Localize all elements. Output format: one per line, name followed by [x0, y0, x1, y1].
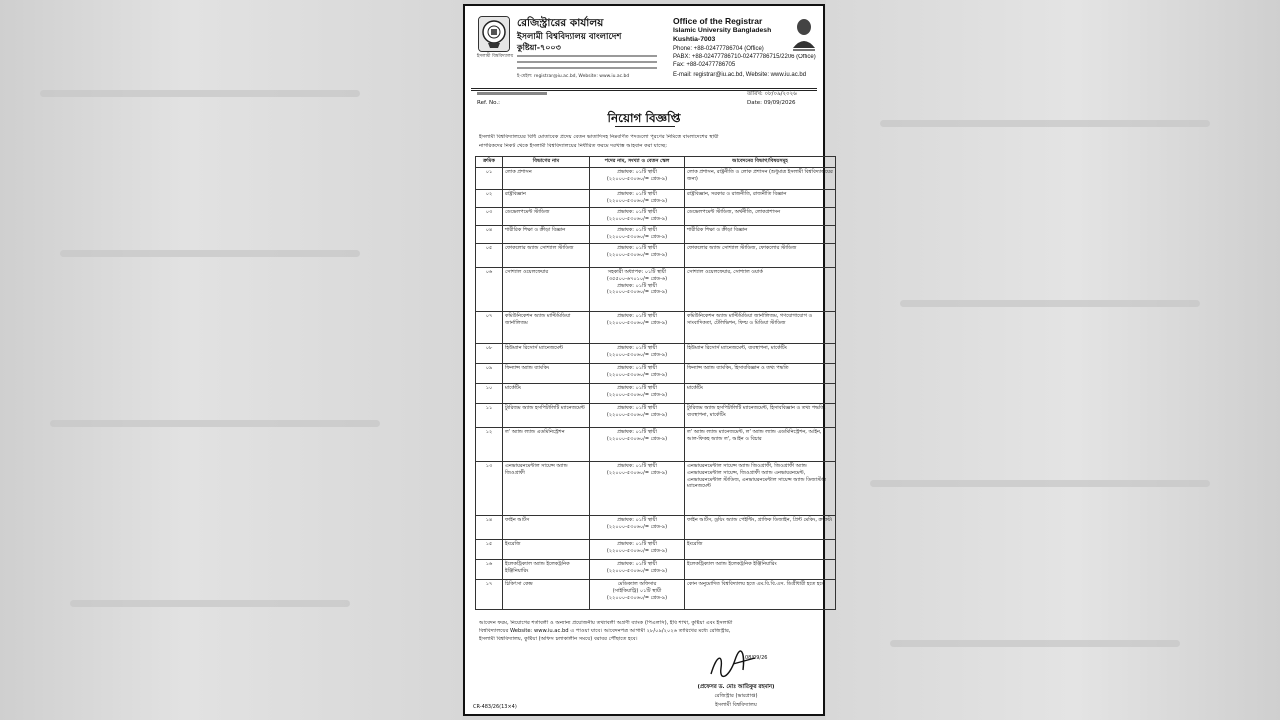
table-header-row: [476, 157, 836, 168]
row-post-cell: [590, 462, 685, 516]
row-post-line: (২২০০০-৫৩০৬০/= গ্রেড-৯): [606, 523, 668, 530]
phone-line: Phone: +88-02477786704 (Office): [673, 46, 764, 52]
row-post-line: প্রভাষক: ০১টি স্থায়ী: [617, 541, 657, 547]
ref-label: Ref. No.:: [477, 100, 500, 106]
row-qualification: সোশ্যাল ওয়েলফেয়ার, সোশ্যাল ওয়ার্ক: [685, 268, 836, 312]
row-post-line: (২২০০০-৫৩০৬০/= গ্রেড-৯): [606, 567, 668, 574]
table-row: [476, 244, 836, 268]
intro-line-1: ইসলামী বিশ্ববিদ্যালয়ের বিধি মোতাবেক প্রদেয় বেতন ভাতাদিসহ নিম্নবর্ণিত পদগুলো পূরণের নিমিত্তে বাংলাদেশের স্থায়ী: [479, 134, 719, 140]
row-serial: ০১: [476, 168, 503, 190]
date-label: Date: 09/09/2026: [747, 100, 796, 106]
row-post-cell: [590, 344, 685, 364]
email-website-bn: ই-মেইল: registrar@iu.ac.bd, Website: www.iu.ac.bd: [517, 74, 630, 79]
row-post-cell: [590, 244, 685, 268]
row-department: রাষ্ট্রবিজ্ঞান: [503, 190, 590, 208]
row-post-line: (৩৫৫০০-৬৭০১০/= গ্রেড-৬): [606, 275, 668, 282]
table-row: [476, 404, 836, 428]
table-row: [476, 516, 836, 540]
column-header-serial: ক্রমিক: [476, 157, 503, 168]
row-post-line: (২২০০০-৫৩০৬০/= গ্রেড-৯): [606, 594, 668, 601]
row-department: ফোকলোর অ্যান্ড সোশ্যাল স্টাডিজ: [503, 244, 590, 268]
row-qualification: লোক প্রশাসন, রাষ্ট্রনীতি ও লোক প্রশাসন (শুধুমাত্র ইসলামী বিশ্ববিদ্যালয়ের জন্য): [685, 168, 836, 190]
signer-role: রেজিস্ট্রার (ভারপ্রাপ্ত): [714, 693, 758, 699]
row-post-line: প্রভাষক: ০১টি স্থায়ী: [617, 191, 657, 197]
row-post-cell: [590, 312, 685, 344]
row-qualification: ফাইন আর্টস, ড্রয়িং অ্যান্ড পেইন্টিং, গ্রাফিক ডিজাইন, প্রিন্ট মেকিং, ক্রাফট।: [685, 516, 836, 540]
footer-line-2: বিশ্ববিদ্যালয়ের Website: www.iu.ac.bd এ পাওয়া যাবে। আবেদনপত্র আগামী ২৮/০৯/২০২৬ তারিখের মধ্যে রেজিস্ট্রার,: [479, 628, 731, 634]
row-serial: ১২: [476, 428, 503, 462]
city-en: Kushtia-7003: [673, 36, 716, 43]
row-post-cell: [590, 190, 685, 208]
background-right-blur: [826, 0, 1280, 720]
row-post-line: প্রভাষক: ০১টি স্থায়ী: [617, 227, 657, 233]
notice-title: নিয়োগ বিজ্ঞপ্তি: [607, 111, 681, 125]
row-qualification: ফোকলোর অ্যান্ড সোশ্যাল স্টাডিজ, ফোকলোর স্টাডিজ: [685, 244, 836, 268]
background-left-blur: [0, 0, 462, 720]
row-qualification: ডেভেলপমেন্ট স্টাডিজ, অর্থনীতি, লোকপ্রশাসন: [685, 208, 836, 226]
email-line: E-mail: registrar@iu.ac.bd, Website: www.iu.ac.bd: [673, 72, 807, 78]
table-row: [476, 540, 836, 560]
row-post-line: প্রভাষক: ০১টি স্থায়ী: [617, 313, 657, 319]
row-serial: ১০: [476, 384, 503, 404]
row-post-line: (২২০০০-৫৩০৬০/= গ্রেড-৯): [606, 351, 668, 358]
row-post-line: প্রভাষক: ০১টি স্থায়ী: [617, 517, 657, 523]
table-row: [476, 312, 836, 344]
row-department: ডেভেলপমেন্ট স্টাডিজ: [503, 208, 590, 226]
row-post-line: (২২০০০-৫৩০৬০/= গ্রেড-৯): [606, 251, 668, 258]
row-post-line: (২২০০০-৫৩০৬০/= গ্রেড-৯): [606, 215, 668, 222]
row-qualification: ফিন্যান্স অ্যান্ড ব্যাংকিং, হিসাববিজ্ঞান ও তথ্য পদ্ধতি: [685, 364, 836, 384]
row-department: শারীরিক শিক্ষা ও ক্রীড়া বিজ্ঞান: [503, 226, 590, 244]
row-post-cell: [590, 364, 685, 384]
row-serial: ১৪: [476, 516, 503, 540]
date-value: 09/09/2026: [763, 100, 796, 106]
row-qualification: ইংরেজি: [685, 540, 836, 560]
row-post-line: প্রভাষক: ০১টি স্থায়ী: [617, 561, 657, 567]
table-row: [476, 560, 836, 580]
footer-line-1: আবেদন ফরম, নিয়োগের শর্তাবলী ও অন্যান্য প্রয়োজনীয় তথ্যাবলী অগ্রণী ব্যাংক (পিএলসি), ইবি শাখা, কুষ্টিয়া এবং ইসলামী: [479, 620, 733, 626]
row-post-line: (২২০০০-৫৩০৬০/= গ্রেড-৯): [606, 233, 668, 240]
row-department: মার্কেটিং: [503, 384, 590, 404]
row-post-cell: [590, 226, 685, 244]
row-qualification: ইলেকট্রিক্যাল অ্যান্ড ইলেকট্রনিক ইঞ্জিনিয়ারিং: [685, 560, 836, 580]
row-post-line: (সাইকিয়াট্রি) ০১টি স্থায়ী: [612, 587, 662, 594]
row-post-line: (২২০০০-৫৩০৬০/= গ্রেড-৯): [606, 175, 668, 182]
logo-caption: ইসলামী বিশ্ববিদ্যালয়: [476, 54, 514, 59]
table-row: [476, 384, 836, 404]
column-header-qualification: আবেদনের বিভাগ/বিষয়সমূহ: [685, 157, 836, 168]
blur-decoration: [880, 120, 1210, 127]
table-row: [476, 268, 836, 312]
signature-image: [705, 650, 771, 682]
row-post-cell: [590, 404, 685, 428]
contact-line-blur: [517, 55, 657, 57]
office-title-bn: রেজিস্ট্রারের কার্যালয়: [517, 17, 604, 29]
signer-organization: ইসলামী বিশ্ববিদ্যালয়: [715, 702, 757, 708]
row-qualification: ট্যুরিজম অ্যান্ড হসপিটালিটি ম্যানেজমেন্ট, হিসাববিজ্ঞান ও তথ্য পদ্ধতি, ব্যবস্থাপনা, মার্কেটিং: [685, 404, 836, 428]
blur-decoration: [40, 90, 360, 97]
row-post-cell: [590, 208, 685, 226]
row-post-line: প্রভাষক: ০১টি স্থায়ী: [617, 345, 657, 351]
row-post-cell: [590, 428, 685, 462]
row-department: ফাইন আর্টস: [503, 516, 590, 540]
row-post-line: সহকারী অধ্যাপক: ০১টি স্থায়ী: [607, 269, 667, 275]
row-department: ইলেকট্রিক্যাল অ্যান্ড ইলেকট্রনিক ইঞ্জিনিয়ারিং: [503, 560, 590, 580]
row-post-line: প্রভাষক: ০১টি স্থায়ী: [617, 429, 657, 435]
row-qualification: কোন অনুমোদিত বিশ্ববিদ্যালয় হতে এম.বি.বি.এস. ডিগ্রীধারী হতে হবে: [685, 580, 836, 610]
row-post-line: প্রভাষক: ০১টি স্থায়ী: [617, 209, 657, 215]
date-bn: তারিখ: ০৮/০৯/২০২৬: [747, 91, 797, 97]
table-row: [476, 428, 836, 462]
row-qualification: কমিউনিকেশন অ্যান্ড মাল্টিমিডিয়া জার্নালিজম, গণযোগাযোগ ও সাংবাদিকতা, টেলিভিশন, ফিল্ম ও মিডিয়া স্টাডিজ: [685, 312, 836, 344]
table-row: [476, 208, 836, 226]
row-department: ফিন্যান্স অ্যান্ড ব্যাংকিং: [503, 364, 590, 384]
city-bn: কুষ্টিয়া-৭০০৩: [517, 43, 561, 52]
row-post-cell: [590, 268, 685, 312]
row-post-line: প্রভাষক: ০১টি স্থায়ী: [617, 463, 657, 469]
row-post-line: (২২০০০-৫৩০৬০/= গ্রেড-৯): [606, 391, 668, 398]
contact-line-blur: [517, 61, 657, 63]
pabx-line: PABX: +88-02477786710-02477786715/2206 (Office): [673, 54, 816, 60]
row-serial: ১৬: [476, 560, 503, 580]
blur-decoration: [890, 640, 1180, 647]
row-post-cell: [590, 540, 685, 560]
column-header-department: বিভাগের নাম: [503, 157, 590, 168]
blur-decoration: [870, 480, 1210, 487]
intro-line-2: নাগরিকদের নিকট থেকে ইসলামী বিশ্ববিদ্যালয়ের নির্ধারিত ফরমে দরখাস্ত আহবান করা যাচ্ছে:: [479, 143, 668, 149]
table-row: [476, 462, 836, 516]
portrait-image: [787, 14, 821, 54]
row-post-cell: [590, 580, 685, 610]
row-post-line: প্রভাষক: ০১টি স্থায়ী: [617, 385, 657, 391]
signer-name: (প্রফেসর ড. মোঃ আতিকুর রহমান): [697, 684, 775, 690]
fax-line: Fax: +88-02477786705: [673, 62, 736, 68]
row-department: এনভায়রনমেন্টাল সায়েন্স অ্যান্ড জিওগ্রাফী: [503, 462, 590, 516]
contact-line-blur: [517, 67, 657, 69]
letterhead: [471, 12, 817, 84]
row-post-line: মেডিক্যাল অফিসার: [617, 581, 657, 587]
row-department: ল' অ্যান্ড ল্যান্ড এডমিনিস্ট্রেশন: [503, 428, 590, 462]
row-serial: ১৫: [476, 540, 503, 560]
row-post-line: (২২০০০-৫৩০৬০/= গ্রেড-৯): [606, 469, 668, 476]
row-post-line: প্রভাষক: ০১টি স্থায়ী: [617, 405, 657, 411]
header-divider: [471, 88, 817, 89]
row-post-line: (২২০০০-৫৩০৬০/= গ্রেড-৯): [606, 289, 668, 296]
row-serial: ০৮: [476, 344, 503, 364]
notice-document: [463, 4, 833, 716]
row-qualification: শারীরিক শিক্ষা ও ক্রীড়া বিজ্ঞান: [685, 226, 836, 244]
blur-decoration: [900, 300, 1200, 307]
row-serial: ১৭: [476, 580, 503, 610]
row-department: চিকিৎসা কেন্দ্র: [503, 580, 590, 610]
signature-date: 08/09/26: [745, 655, 768, 661]
row-serial: ১৩: [476, 462, 503, 516]
university-name-en: Islamic University Bangladesh: [673, 27, 772, 34]
table-row: [476, 344, 836, 364]
blur-decoration: [70, 600, 350, 607]
row-post-cell: [590, 384, 685, 404]
footer-line-3: ইসলামী বিশ্ববিদ্যালয়, কুষ্টিয়া (অফিস চলাকালীন সময়ে) বরাবর পৌঁছাতে হবে।: [479, 636, 638, 642]
row-post-cell: [590, 168, 685, 190]
table-body: [476, 168, 836, 610]
table-row: [476, 190, 836, 208]
office-title-en: Office of the Registrar: [673, 16, 763, 26]
row-department: লোক প্রশাসন: [503, 168, 590, 190]
row-department: ইংরেজি: [503, 540, 590, 560]
row-serial: ০৬: [476, 268, 503, 312]
row-post-line: (২২০০০-৫৩০৬০/= গ্রেড-৯): [606, 197, 668, 204]
row-post-line: (২২০০০-৫৩০৬০/= গ্রেড-৯): [606, 411, 668, 418]
row-serial: ০৭: [476, 312, 503, 344]
row-post-line: প্রভাষক: ০১টি স্থায়ী: [617, 169, 657, 175]
row-serial: ০৫: [476, 244, 503, 268]
row-post-line: প্রভাষক: ০১টি স্থায়ী: [617, 245, 657, 251]
cr-number: CR-483/26(13×4): [473, 704, 517, 710]
university-name-bn: ইসলামী বিশ্ববিদ্যালয় বাংলাদেশ: [517, 32, 622, 42]
blur-decoration: [50, 420, 380, 427]
row-post-line: (২২০০০-৫৩০৬০/= গ্রেড-৯): [606, 319, 668, 326]
row-qualification: মার্কেটিং: [685, 384, 836, 404]
row-qualification: ল' অ্যান্ড ল্যান্ড ম্যানেজমেন্ট, ল' অ্যান্ড ল্যান্ড এডমিনিস্ট্রেশন, আইন, আল-ফিকহ অ্যান্ড ল', আইন ও বিচার: [685, 428, 836, 462]
table-row: [476, 226, 836, 244]
row-serial: ১১: [476, 404, 503, 428]
reference-number-bn: [477, 92, 547, 95]
row-qualification: হিউম্যান রিসোর্স ম্যানেজমেন্ট, ব্যবস্থাপনা, মার্কেটিং: [685, 344, 836, 364]
row-post-line: (২২০০০-৫৩০৬০/= গ্রেড-৯): [606, 435, 668, 442]
row-post-line: (২২০০০-৫৩০৬০/= গ্রেড-৯): [606, 547, 668, 554]
row-department: হিউম্যান রিসোর্স ম্যানেজমেন্ট: [503, 344, 590, 364]
university-logo-icon: [478, 16, 510, 52]
title-underline: [615, 126, 675, 127]
row-department: কমিউনিকেশন অ্যান্ড মাল্টিমিডিয়া জার্নালিজম: [503, 312, 590, 344]
table-row: [476, 168, 836, 190]
column-header-post: পদের নাম, সংখ্যা ও বেতন স্কেল: [590, 157, 685, 168]
blur-decoration: [60, 250, 360, 257]
row-post-line: প্রভাষক: ০১টি স্থায়ী: [617, 282, 657, 289]
row-qualification: এনভায়রনমেন্টাল সায়েন্স অ্যান্ড জিওগ্রাফী, জিওগ্রাফী অ্যান্ড এনভায়রনমেন্টাল সায়েন্স, জিওগ্রাফী অ্যান্ড এনভায়রনমেন্ট, এনভায়রনমেন্টাল স্টাডিজ, এনভায়রনমেন্টাল সায়েন্স অ্যান্ড ডিজাস্টার ম্যানেজমেন্ট: [685, 462, 836, 516]
row-qualification: রাষ্ট্রবিজ্ঞান, সরকার ও রাজনীতি, রাজনীতি বিজ্ঞান: [685, 190, 836, 208]
row-department: সোশ্যাল ওয়েলফেয়ার: [503, 268, 590, 312]
row-post-cell: [590, 560, 685, 580]
row-post-line: (২২০০০-৫৩০৬০/= গ্রেড-৯): [606, 371, 668, 378]
row-serial: ০৪: [476, 226, 503, 244]
row-serial: ০৩: [476, 208, 503, 226]
table-row: [476, 364, 836, 384]
row-post-cell: [590, 516, 685, 540]
positions-table: [475, 156, 836, 610]
row-post-line: প্রভাষক: ০১টি স্থায়ী: [617, 365, 657, 371]
row-serial: ০৯: [476, 364, 503, 384]
table-row: [476, 580, 836, 610]
row-department: ট্যুরিজম অ্যান্ড হসপিটালিটি ম্যানেজমেন্ট: [503, 404, 590, 428]
row-serial: ০২: [476, 190, 503, 208]
